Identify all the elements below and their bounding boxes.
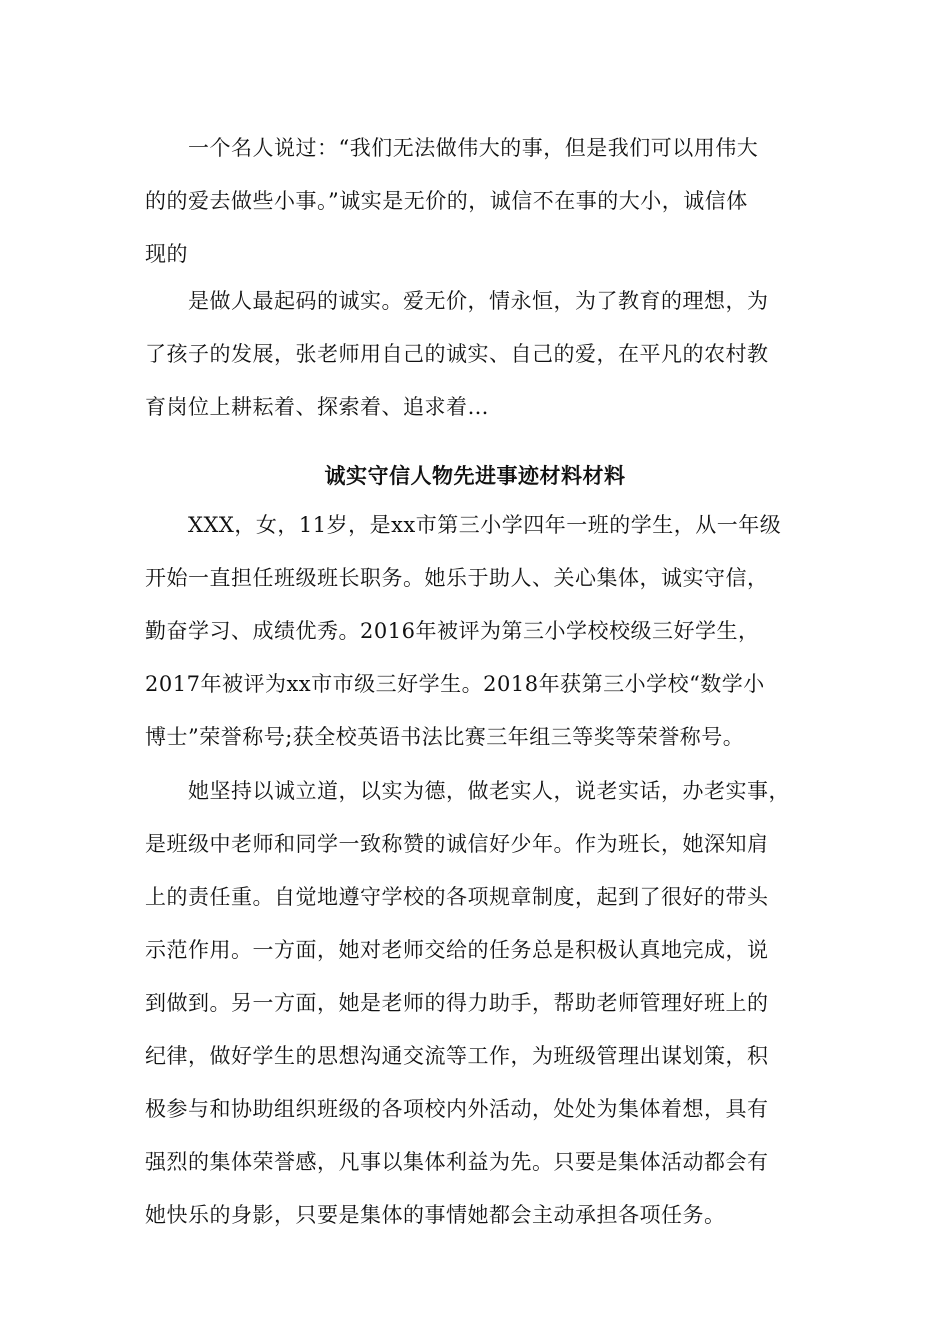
text-line: XXX，女，11岁，是xx市第三小学四年一班的学生，从一年级 — [188, 513, 782, 537]
text-line: 现的 — [145, 242, 188, 266]
text-line: 极参与和协助组织班级的各项校内外活动，处处为集体着想，具有 — [145, 1097, 769, 1121]
text-line: 开始一直担任班级班长职务。她乐于助人、关心集体，诚实守信， — [145, 566, 769, 590]
text-line: 纪律，做好学生的思想沟通交流等工作，为班级管理出谋划策，积 — [145, 1044, 769, 1068]
text-line: 她快乐的身影，只要是集体的事情她都会主动承担各项任务。 — [145, 1203, 726, 1227]
text-line: 的的爱去做些小事。”诚实是无价的，诚信不在事的大小，诚信体 — [145, 189, 748, 213]
text-line: 了孩子的发展，张老师用自己的诚实、自己的爱，在平凡的农村教 — [145, 342, 769, 366]
text-line: 育岗位上耕耘着、探索着、追求着… — [145, 395, 489, 419]
text-line: 2017年被评为xx市市级三好学生。2018年获第三小学校“数学小 — [145, 672, 765, 696]
text-line: 到做到。另一方面，她是老师的得力助手，帮助老师管理好班上的 — [145, 991, 769, 1015]
text-line: 强烈的集体荣誉感，凡事以集体利益为先。只要是集体活动都会有 — [145, 1150, 769, 1174]
text-line: 是做人最起码的诚实。爱无价，情永恒，为了教育的理想，为 — [188, 289, 769, 313]
text-line: 勤奋学习、成绩优秀。2016年被评为第三小学校校级三好学生， — [145, 619, 760, 643]
text-line: 示范作用。一方面，她对老师交给的任务总是积极认真地完成，说 — [145, 938, 769, 962]
intro-paragraph-1 — [145, 122, 805, 281]
text-line: 是班级中老师和同学一致称赞的诚信好少年。作为班长，她深知肩 — [145, 832, 769, 856]
text-line: 她坚持以诚立道，以实为德，做老实人，说老实话，办老实事， — [188, 779, 790, 803]
text-line: 上的责任重。自觉地遵守学校的各项规章制度，起到了很好的带头 — [145, 885, 769, 909]
article-paragraph-2 — [145, 765, 805, 1242]
article-title: 诚实守信人物先进事迹材料材料 — [324, 463, 626, 488]
intro-paragraph-2 — [145, 275, 805, 434]
text-line: 一个名人说过：“我们无法做伟大的事，但是我们可以用伟大 — [188, 136, 759, 160]
text-line: 博士”荣誉称号;获全校英语书法比赛三年组三等奖等荣誉称号。 — [145, 725, 745, 749]
article-paragraph-1 — [145, 499, 805, 764]
